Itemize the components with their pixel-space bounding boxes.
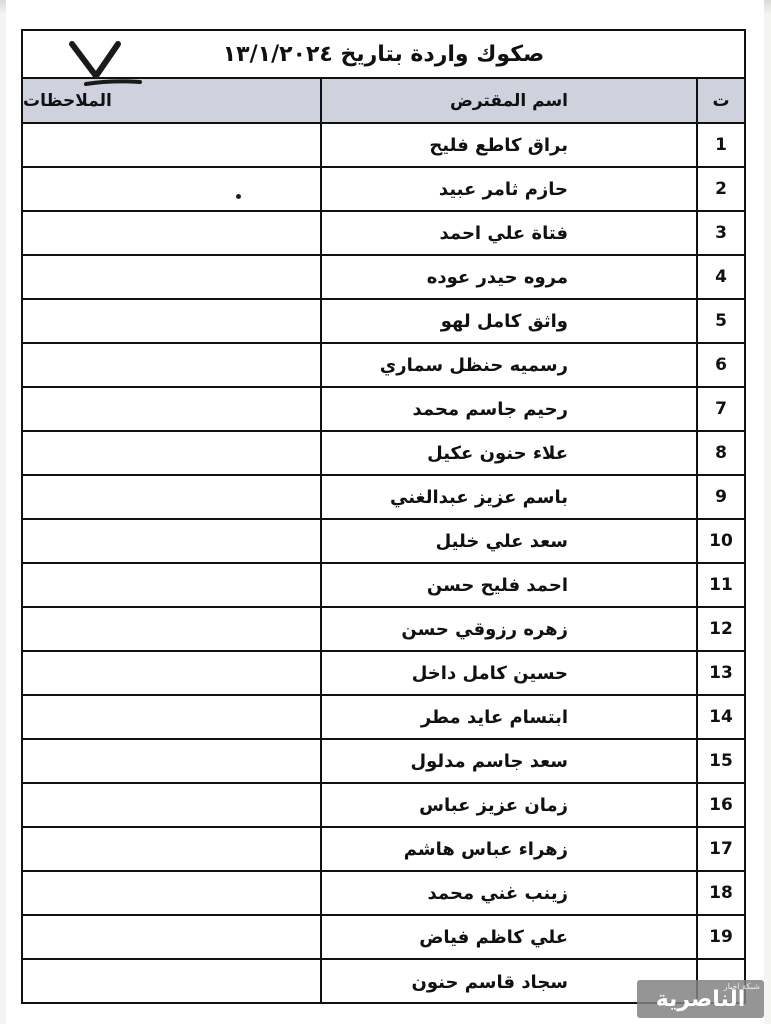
row-number: 10 (696, 520, 744, 562)
row-notes (23, 520, 320, 562)
row-notes (23, 388, 320, 430)
table-row (23, 388, 744, 432)
table-row (23, 916, 744, 960)
table-row (23, 608, 744, 652)
ink-dot (236, 194, 241, 199)
row-notes (23, 432, 320, 474)
row-borrower-name: علاء حنون عكيل (320, 432, 696, 474)
row-notes (23, 256, 320, 298)
table-row (23, 300, 744, 344)
row-notes (23, 696, 320, 738)
row-number: 12 (696, 608, 744, 650)
row-notes (23, 124, 320, 166)
table-row (23, 564, 744, 608)
table-row (23, 784, 744, 828)
row-borrower-name: زمان عزيز عباس (320, 784, 696, 826)
row-borrower-name: سعد علي خليل (320, 520, 696, 562)
row-borrower-name: حسين كامل داخل (320, 652, 696, 694)
row-number: 13 (696, 652, 744, 694)
row-notes (23, 916, 320, 958)
row-notes (23, 344, 320, 386)
row-number: 7 (696, 388, 744, 430)
row-number: 6 (696, 344, 744, 386)
row-borrower-name: احمد فليح حسن (320, 564, 696, 606)
row-notes (23, 212, 320, 254)
table-row (23, 256, 744, 300)
row-borrower-name: علي كاظم فياض (320, 916, 696, 958)
table-row (23, 168, 744, 212)
table-row (23, 960, 744, 1004)
table-row (23, 652, 744, 696)
row-borrower-name: حازم ثامر عبيد (320, 168, 696, 210)
document-title: صكوك واردة بتاريخ ١٣/١/٢٠٢٤ (23, 31, 744, 79)
row-borrower-name: رحيم جاسم محمد (320, 388, 696, 430)
watermark-brand: الناصرية (655, 986, 746, 1012)
row-number: 18 (696, 872, 744, 914)
document-table (21, 29, 746, 1004)
row-number: 2 (696, 168, 744, 210)
watermark-logo (637, 980, 764, 1018)
row-number: 16 (696, 784, 744, 826)
row-notes (23, 608, 320, 650)
row-borrower-name: سجاد قاسم حنون (320, 960, 696, 1004)
row-borrower-name: ابتسام عايد مطر (320, 696, 696, 738)
table-row (23, 432, 744, 476)
row-borrower-name: باسم عزيز عبدالغني (320, 476, 696, 518)
row-borrower-name: رسميه حنظل سماري (320, 344, 696, 386)
row-number: 9 (696, 476, 744, 518)
row-number: 11 (696, 564, 744, 606)
row-notes (23, 872, 320, 914)
table-row (23, 872, 744, 916)
table-row (23, 828, 744, 872)
row-notes (23, 828, 320, 870)
row-borrower-name: زينب غني محمد (320, 872, 696, 914)
row-borrower-name: مروه حيدر عوده (320, 256, 696, 298)
row-borrower-name: سعد جاسم مدلول (320, 740, 696, 782)
row-borrower-name: فتاة علي احمد (320, 212, 696, 254)
table-row (23, 344, 744, 388)
row-notes (23, 740, 320, 782)
row-notes (23, 476, 320, 518)
row-notes (23, 564, 320, 606)
row-notes (23, 300, 320, 342)
row-number: 14 (696, 696, 744, 738)
table-row (23, 476, 744, 520)
row-notes (23, 168, 320, 210)
row-borrower-name: واثق كامل لهو (320, 300, 696, 342)
handwritten-check-mark-icon (66, 36, 146, 96)
row-notes (23, 784, 320, 826)
row-number: 4 (696, 256, 744, 298)
row-number: 15 (696, 740, 744, 782)
row-borrower-name: زهره رزوقي حسن (320, 608, 696, 650)
header-number: ت (696, 79, 744, 122)
table-row (23, 520, 744, 564)
row-number: 8 (696, 432, 744, 474)
header-borrower-name: اسم المقترض (320, 79, 696, 122)
row-number: 19 (696, 916, 744, 958)
row-borrower-name: براق كاطع فليح (320, 124, 696, 166)
table-row (23, 696, 744, 740)
table-row (23, 740, 744, 784)
row-borrower-name: زهراء عباس هاشم (320, 828, 696, 870)
table-body (23, 124, 744, 1004)
table-row (23, 212, 744, 256)
row-notes (23, 652, 320, 694)
row-number: 17 (696, 828, 744, 870)
row-number: 5 (696, 300, 744, 342)
header-notes: الملاحظات (23, 90, 112, 111)
row-notes (23, 960, 320, 1004)
table-row (23, 124, 744, 168)
row-number: 1 (696, 124, 744, 166)
watermark-sub: شبكة اخبار (723, 982, 760, 991)
row-number: 3 (696, 212, 744, 254)
